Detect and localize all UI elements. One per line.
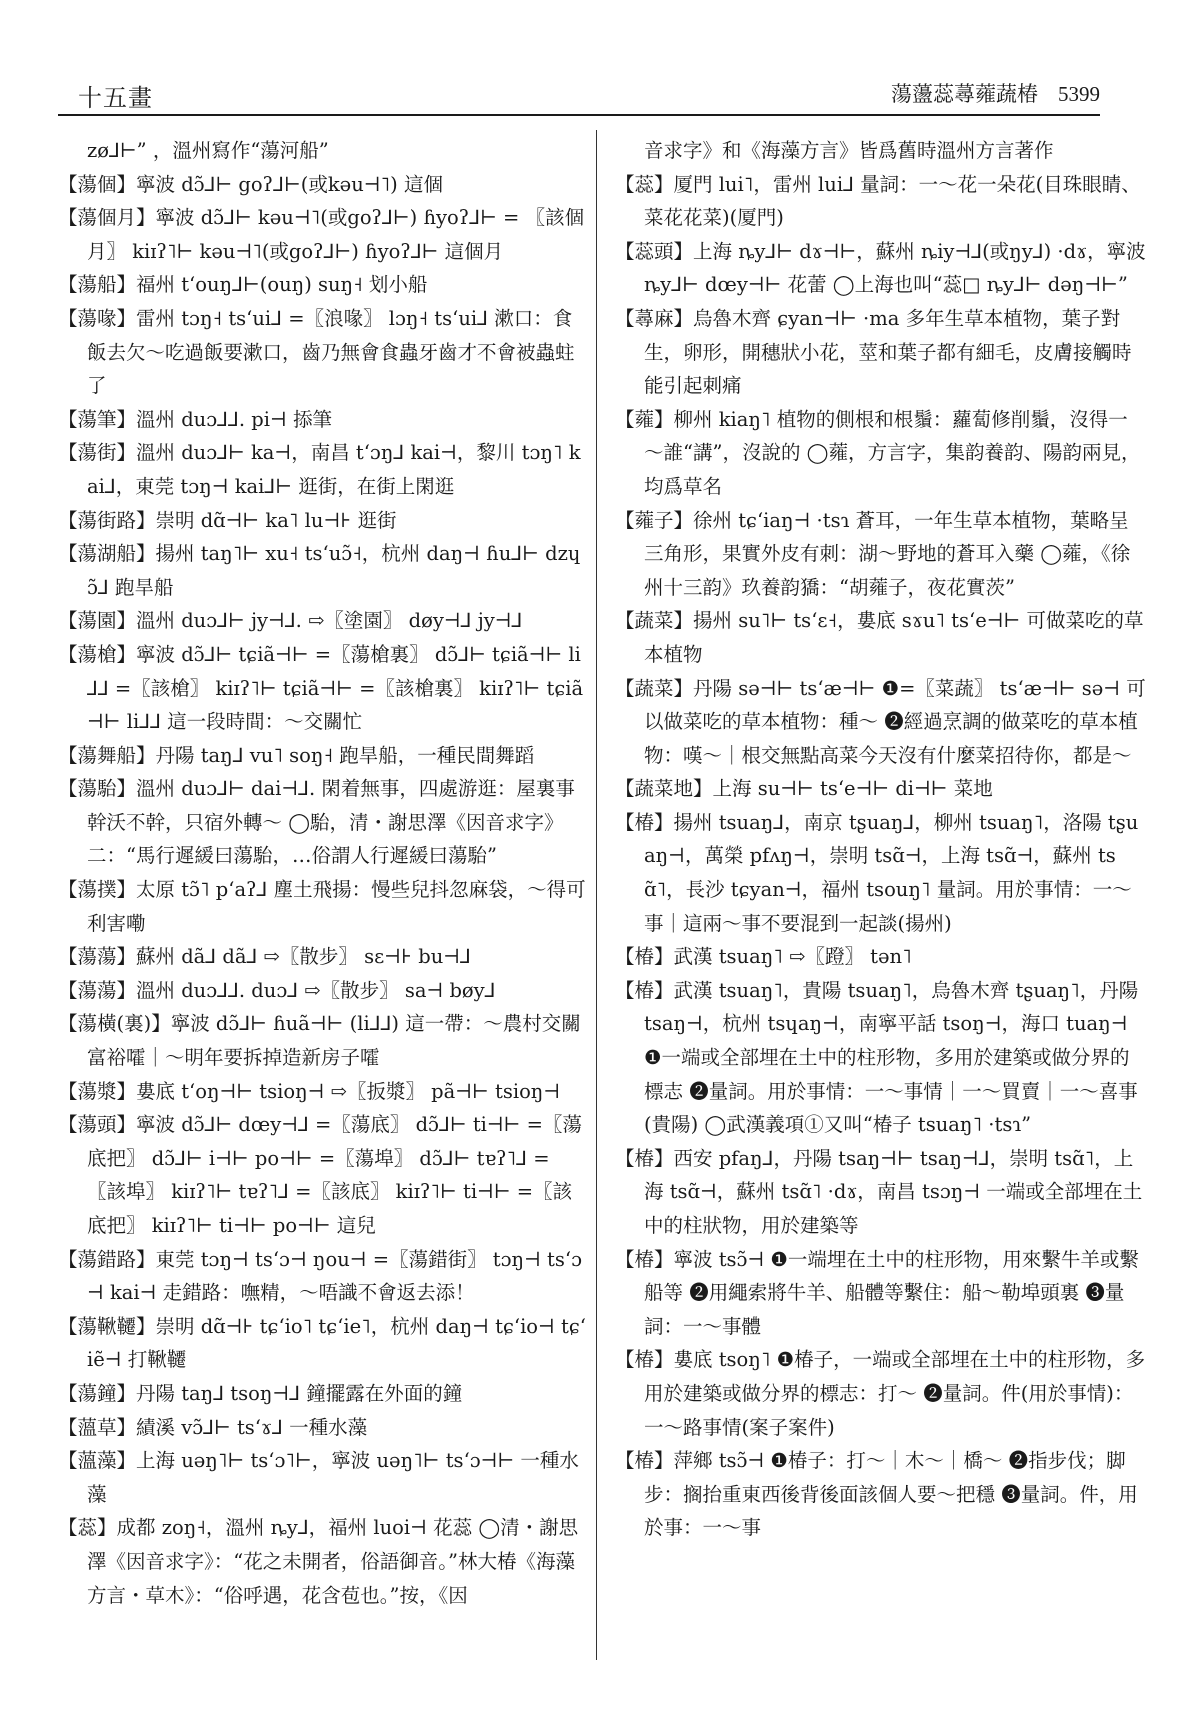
dictionary-entry: 【蕹】柳州 kiaŋ˥ 植物的側根和根鬚：蘿蔔修削鬚，沒得一～誰“講”，沒說的 ◯蕹，方言字，集韵養韵、陽韵兩見，均爲草名 bbox=[615, 407, 1141, 498]
dictionary-entry: 【椿】武漢 tsuaŋ˥，貴陽 tsuaŋ˥，烏魯木齊 tʂuaŋ˥，丹陽 tsaŋ⊣，杭州 tsɥaŋ⊣，南寧平話 tsoŋ⊣，海口 tuaŋ⊣ ❶一端或全部埋在土中的柱形物，多用於建築或做分界的標志 ❷量詞。用於事情：一～事情｜一～買賣｜一～喜事(貴陽) ◯武漢義項①又叫“椿子 tsuaŋ˥ ·tsɿ” bbox=[615, 978, 1139, 1137]
dictionary-entry: 【蕩鐘】丹陽 taŋ⅃ tsoŋ⊣⅃ 鐘擺露在外面的鐘 bbox=[58, 1381, 463, 1405]
dictionary-entry: 【蕩個】寧波 dɔ̃⅃⊢ goʔ⅃⊢(或kəu⊣˥) 這個 bbox=[58, 172, 443, 196]
dictionary-entry: 【蕁麻】烏魯木齊 ɕyan⊣⊢ ·ma 多年生草本植物，葉子對生，卵形，開穗狀小花，莖和葉子都有細毛，皮膚接觸時能引起刺痛 bbox=[615, 306, 1132, 398]
dictionary-entry: 【蔬菜地】上海 su⊣⊢ tsʻe⊣⊢ di⊣⊢ 菜地 bbox=[615, 777, 993, 801]
dictionary-entry: 【蕊】成都 zoŋ˧，溫州 ȵy⅃，福州 luoi⊣ 花蕊 ◯清・謝思澤《因音求字》：“花之未開者，俗語御音。”林大椿《海藻方言・草木》：“俗呼遇，花含苞也。”按，《因 bbox=[58, 1516, 579, 1607]
header-rule bbox=[58, 114, 1100, 116]
section-title: 十五畫 bbox=[78, 84, 153, 112]
dictionary-entry: 【蕊頭】上海 ȵy⅃⊢ dɤ⊣⊢，蘇州 ȵiy⊣⅃(或ŋy⅃) ·dɤ，寧波 ȵy⅃⊢ dœy⊣⊢ 花蕾 ◯上海也叫“蕊□ ȵy⅃⊢ dəŋ⊣⊢” bbox=[615, 239, 1146, 297]
dictionary-entry: 【蕩筆】溫州 duɔ⅃⅃. pi⊣ 掭筆 bbox=[58, 407, 332, 431]
dictionary-entry: 【蕩街路】崇明 dɑ̃⊣⊢ ka˥ lu⊣⊦ 逛街 bbox=[58, 508, 397, 532]
dictionary-entry: 【蕩錯路】東莞 tɔŋ⊣ tsʻɔ⊣ ŋou⊣ =〖蕩錯街〗 tɔŋ⊣ tsʻɔ⊣ kai⊣ 走錯路：嘸精，～唔識不會返去添！ bbox=[58, 1247, 583, 1305]
dictionary-entry: 【蕊】厦門 lui˥，雷州 lui⅃ 量詞：一～花一朵花(目珠眼睛、菜花花菜)(厦門) bbox=[615, 172, 1141, 230]
dictionary-entry: 【蕩個月】寧波 dɔ̃⅃⊢ kəu⊣˥(或goʔ⅃⊢) ɦyoʔ⅃⊢ = 〖該個月〗 kiɪʔ˥⊢ kəu⊣˥(或goʔ⅃⊢) ɦyoʔ⅃⊢ 這個月 bbox=[58, 206, 585, 263]
dictionary-entry: zø⅃⊢” ，溫州寫作“蕩河船” bbox=[87, 139, 329, 162]
dictionary-entry: 【蕩漿】婁底 tʻoŋ⊣⊢ tsioŋ⊣ ⇨〖扳漿〗 pã⊣⊢ tsioŋ⊣ bbox=[58, 1079, 561, 1103]
dictionary-entry: 【蕹子】徐州 tɕʻiaŋ⊣ ·tsɿ 蒼耳，一年生草本植物，葉略呈三角形，果實外皮有刺：湖～野地的蒼耳入藥 ◯蕹，《徐州十三韵》玖養韵獢：“胡蕹子，夜花實茨” bbox=[615, 508, 1131, 599]
dictionary-entry: 【蕩園】溫州 duɔ⅃⊢ jy⊣⅃. ⇨〖塗園〗 døy⊣⅃ jy⊣⅃ bbox=[58, 609, 523, 633]
dictionary-entry: 【椿】萍鄉 tsɔ̃⊣ ❶椿子：打～｜木～｜橋～ ❷指步伐；脚步：搁抬重東西後背後面該個人要～把穩 ❸量詞。件，用於事：一～事 bbox=[615, 1449, 1138, 1540]
dictionary-entry: 【蔬菜】丹陽 sə⊣⊢ tsʻæ⊣⊢ ❶=〖菜蔬〗 tsʻæ⊣⊢ sə⊣ 可以做菜吃的草本植物：種～ ❷經過烹調的做菜吃的草本植物：嘆～｜根交無點高菜今天沒有什麼菜招待你，都是～ bbox=[615, 676, 1146, 767]
dictionary-entry: 【蕩駘】溫州 duɔ⅃⊢ dai⊣⅃. 閑着無事，四處游逛：屋裏事幹沃不幹，只宿外轉～ ◯駘，清・謝思澤《因音求字》二：“馬行遲緩曰蕩駘，…俗謂人行遲緩曰蕩駘” bbox=[58, 777, 575, 868]
dictionary-entry: 【薀草】績溪 vɔ̃⅃⊢ tsʻɤ⅃ 一種水藻 bbox=[58, 1415, 368, 1439]
dictionary-entry: 【薀藻】上海 uəŋ˥⊢ tsʻɔ˥⊢，寧波 uəŋ˥⊢ tsʻɔ⊣⊢ 一種水藻 bbox=[58, 1449, 579, 1506]
dictionary-entry: 【椿】寧波 tsɔ̃⊣ ❶一端埋在土中的柱形物，用來繫牛羊或繫船等 ❷用繩索將牛羊、船體等繫住：船～勒埠頭裏 ❸量詞：一～事體 bbox=[615, 1247, 1139, 1338]
dictionary-entry: 【蕩船】福州 tʻouŋ⅃⊢(ouŋ) suŋ˧ 划小船 bbox=[58, 273, 428, 297]
dictionary-entry: 音求字》和《海藻方言》皆爲舊時溫州方言著作 bbox=[644, 139, 1054, 162]
dictionary-entry: 【蕩蕩】蘇州 dã⅃ dã⅃ ⇨〖散步〗 sɛ⊣⊦ bu⊣⅃ bbox=[58, 945, 471, 969]
dictionary-entry: 【蕩撲】太原 tɔ̃˥ pʻaʔ⅃ 塵土飛揚：慢些兒抖忽麻袋，～得可利害嘞 bbox=[58, 878, 586, 935]
dictionary-entry: 【蕩蕩】溫州 duɔ⅃⅃. duɔ⅃ ⇨〖散步〗 sa⊣ bøy⅃ bbox=[58, 978, 496, 1002]
dictionary-entry: 【蕩舞船】丹陽 taŋ⅃ vu˥ soŋ˧ 跑旱船，一種民間舞蹈 bbox=[58, 743, 535, 767]
dictionary-entry: 【椿】西安 pfaŋ⅃，丹陽 tsaŋ⊣⊢ tsaŋ⊣⅃，崇明 tsɑ̃˥，上海 tsɑ̃⊣，蘇州 tsɑ̃˥ ·dɤ，南昌 tsɔŋ⊣ 一端或全部埋在土中的柱狀物，用於建築等 bbox=[615, 1146, 1143, 1237]
dictionary-entry: 【蕩頭】寧波 dɔ̃⅃⊢ dœy⊣⅃ =〖蕩底〗 dɔ̃⅃⊢ ti⊣⊢ =〖蕩底把〗 dɔ̃⅃⊢ i⊣⊢ po⊣⊢ =〖蕩埠〗 dɔ̃⅃⊢ tɐʔ˥⅃ =〖該埠〗 kiɪʔ˥⊢ tɐʔ˥⅃ =〖該底〗 kiɪʔ˥⊢ ti⊣⊢ =〖該底把〗 kiɪʔ˥⊢ ti⊣⊢ po⊣⊢ 這兒 bbox=[58, 1113, 582, 1237]
column-divider bbox=[596, 130, 597, 1660]
header-characters: 蕩蘯蕊蕁蕹蔬椿 bbox=[891, 82, 1038, 106]
dictionary-entry: 【蕩湖船】揚州 taŋ˥⊢ xu˧ tsʻuɔ̃˧，杭州 daŋ⊣ ɦu⅃⊢ dzɥɔ̃⅃ 跑旱船 bbox=[58, 542, 581, 599]
dictionary-entry: 【蕩街】溫州 duɔ⅃⊢ ka⊣，南昌 tʻɔŋ⅃ kai⊣，黎川 tɔŋ˥ kai⅃，東莞 tɔŋ⊣ kai⅃⊢ 逛街，在街上閑逛 bbox=[58, 441, 581, 498]
dictionary-entry: 【蕩鞦韆】崇明 dɑ̃⊣⊦ tɕʻio˥ tɕʻie˥，杭州 daŋ⊣ tɕʻio⊣ tɕʻiẽ⊣ 打鞦韆 bbox=[58, 1314, 586, 1372]
right-column bbox=[615, 134, 1147, 1545]
running-head bbox=[891, 78, 1100, 108]
dictionary-entry: 【蕩喙】雷州 tɔŋ˧ tsʻui⅃ =〖浪喙〗 lɔŋ˧ tsʻui⅃ 漱口：食飯去欠～吃過飯要漱口，齒乃無會食蟲牙齒才不會被蟲蛀了 bbox=[58, 306, 575, 398]
left-column bbox=[58, 134, 586, 1612]
dictionary-entry: 【椿】武漢 tsuaŋ˥ ⇨〖蹬〗 tən˥ bbox=[615, 945, 912, 969]
dictionary-entry: 【椿】揚州 tsuaŋ⅃，南京 tʂuaŋ⅃，柳州 tsuaŋ˥，洛陽 tʂuaŋ⊣，萬榮 pfʌŋ⊣，崇明 tsɑ̃⊣，上海 tsɑ̃⊣，蘇州 tsɑ̃˥，長沙 tɕyan⊣，福州 tsouŋ˥ 量詞。用於事情：一～事｜這兩～事不要混到一起談(揚州) bbox=[615, 810, 1139, 935]
page-number: 5399 bbox=[1058, 82, 1100, 106]
dictionary-entry: 【蕩橫(裏)】寧波 dɔ̃⅃⊢ ɦuã⊣⊢ (li⅃⅃) 這一帶：～農村交關富裕嚯｜～明年要拆掉造新房子嚯 bbox=[58, 1012, 581, 1070]
dictionary-entry: 【蔬菜】揚州 su˥⊢ tsʻɛ˧，婁底 sɤu˥ tsʻe⊣⊢ 可做菜吃的草本植物 bbox=[615, 609, 1144, 666]
page-header bbox=[58, 78, 1100, 112]
dictionary-entry: 【椿】婁底 tsoŋ˥ ❶椿子，一端或全部埋在土中的柱形物，多用於建築或做分界的標志：打～ ❷量詞。件(用於事情)：一～路事情(案子案件) bbox=[615, 1348, 1146, 1439]
dictionary-entry: 【蕩槍】寧波 dɔ̃⅃⊢ tɕiã⊣⊢ =〖蕩槍裏〗 dɔ̃⅃⊢ tɕiã⊣⊢ li⅃⅃ =〖該槍〗 kiɪʔ˥⊢ tɕiã⊣⊢ =〖該槍裏〗 kiɪʔ˥⊢ tɕiã⊣⊢ li⅃⅃ 這一段時間：～交關忙 bbox=[58, 642, 584, 734]
